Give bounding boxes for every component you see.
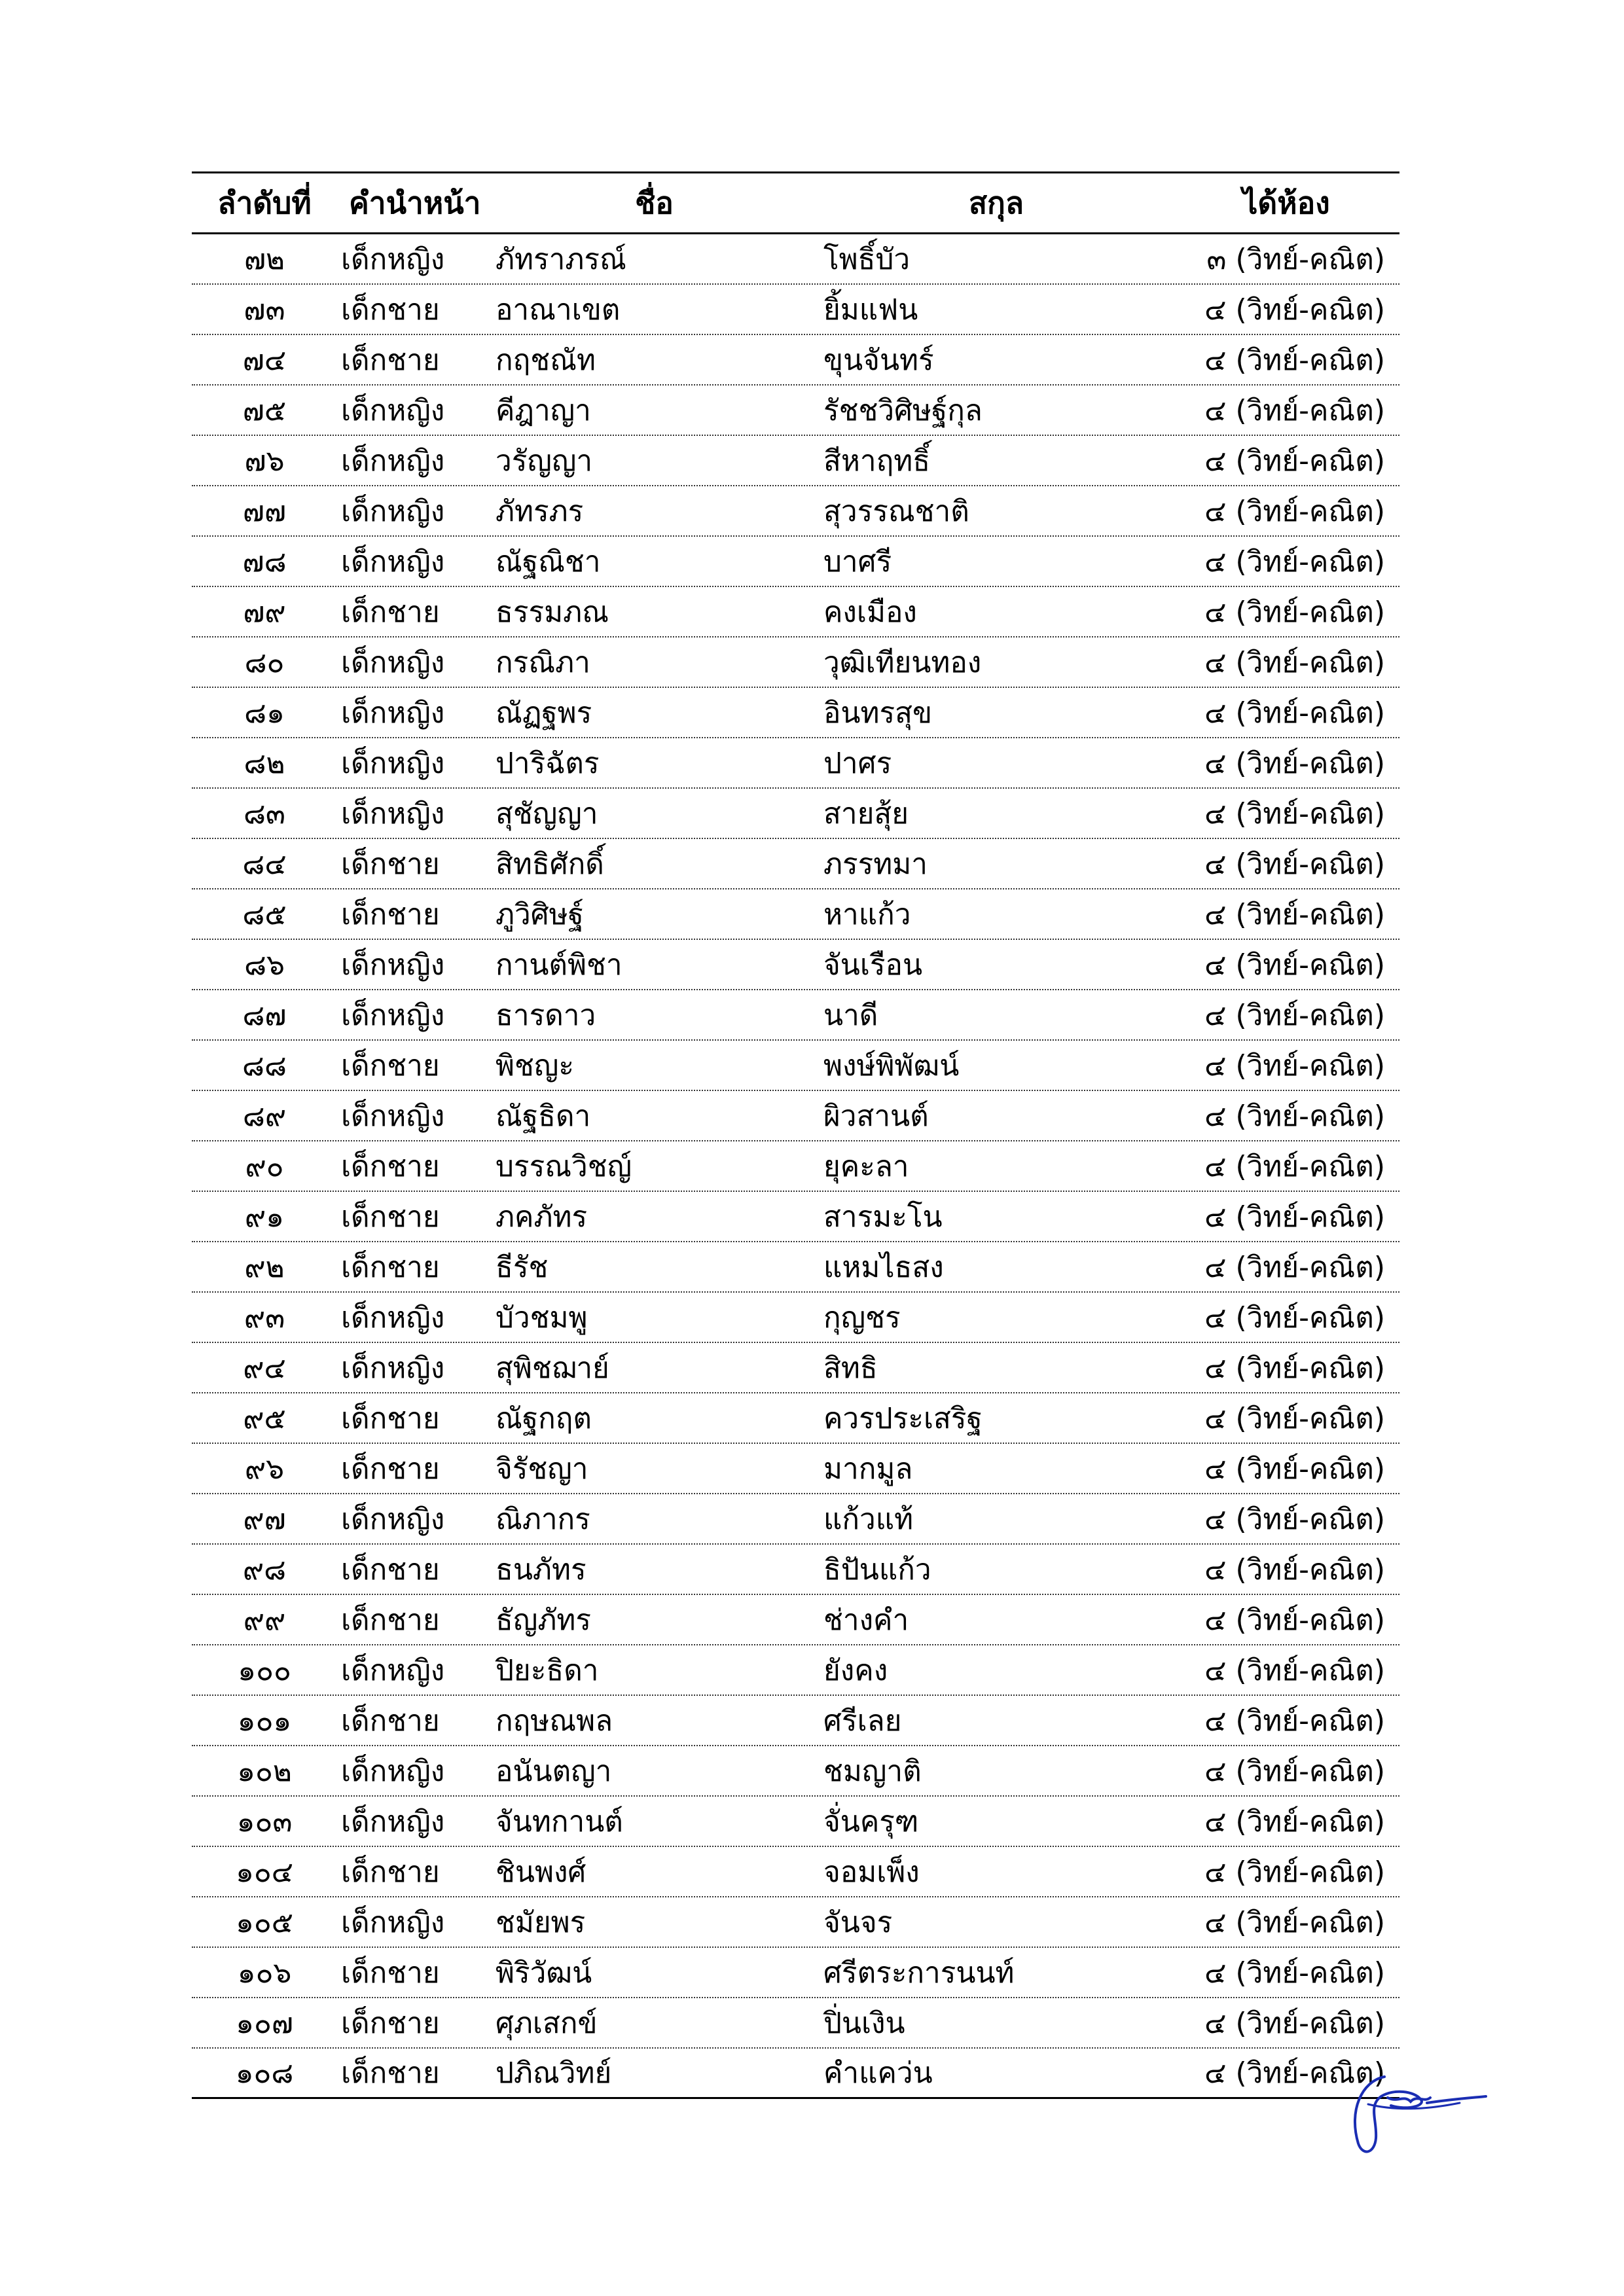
student-room-table xyxy=(192,171,1399,2099)
cell-prefix: เด็กหญิง xyxy=(341,1653,445,1687)
cell-first-name: คีฎาญา xyxy=(496,393,591,427)
cell-first-name: สุชัญญา xyxy=(496,797,598,831)
table-row xyxy=(192,889,1399,940)
cell-prefix: เด็กหญิง xyxy=(341,746,445,780)
cell-last-name: ยังคง xyxy=(823,1653,888,1687)
header-first-name: ชื่อ xyxy=(635,185,674,221)
cell-first-name: ศุภเสกข์ xyxy=(496,2006,598,2040)
cell-prefix: เด็กชาย xyxy=(341,1704,440,1738)
cell-first-name: พิชญะ xyxy=(496,1049,574,1083)
cell-first-name: ชมัยพร xyxy=(496,1905,586,1939)
cell-room: ๔ (วิทย์-คณิต) xyxy=(1204,696,1385,730)
cell-room: ๔ (วิทย์-คณิต) xyxy=(1204,293,1385,327)
cell-first-name: อนันตญา xyxy=(496,1754,612,1788)
cell-last-name: สารมะโน xyxy=(823,1200,943,1234)
cell-room: ๔ (วิทย์-คณิต) xyxy=(1204,2056,1385,2090)
cell-order: ๗๒ xyxy=(244,242,285,276)
table-row xyxy=(192,1746,1399,1797)
table-row xyxy=(192,789,1399,839)
cell-first-name: ณัฐธิดา xyxy=(496,1099,591,1133)
cell-room: ๔ (วิทย์-คณิต) xyxy=(1204,797,1385,831)
cell-first-name: บัวชมพู xyxy=(496,1300,588,1335)
cell-room: ๔ (วิทย์-คณิต) xyxy=(1204,998,1385,1032)
cell-prefix: เด็กชาย xyxy=(341,897,440,931)
cell-first-name: ภัทรภร xyxy=(496,494,584,528)
cell-prefix: เด็กหญิง xyxy=(341,1905,445,1939)
cell-room: ๔ (วิทย์-คณิต) xyxy=(1204,545,1385,579)
cell-order: ๙๑ xyxy=(244,1200,285,1234)
cell-room: ๔ (วิทย์-คณิต) xyxy=(1204,1300,1385,1335)
cell-prefix: เด็กชาย xyxy=(341,1603,440,1637)
cell-first-name: กรณิภา xyxy=(496,645,590,679)
table-row xyxy=(192,1645,1399,1696)
cell-first-name: ชินพงศ์ xyxy=(496,1855,586,1889)
cell-prefix: เด็กชาย xyxy=(341,2056,440,2090)
cell-order: ๑๐๒ xyxy=(237,1754,292,1788)
cell-order: ๙๐ xyxy=(245,1149,284,1183)
cell-prefix: เด็กหญิง xyxy=(341,1804,445,1839)
cell-order: ๑๐๖ xyxy=(237,1956,292,1990)
cell-last-name: รัชชวิศิษฐ์กุล xyxy=(823,393,983,427)
table-row xyxy=(192,1847,1399,1897)
cell-room: ๔ (วิทย์-คณิต) xyxy=(1204,1804,1385,1839)
cell-order: ๘๓ xyxy=(243,797,286,831)
cell-last-name: มากมูล xyxy=(823,1452,913,1486)
table-row xyxy=(192,1998,1399,2049)
table-row xyxy=(192,688,1399,738)
cell-last-name: สิทธิ xyxy=(823,1351,878,1385)
cell-room: ๔ (วิทย์-คณิต) xyxy=(1204,1099,1385,1133)
table-row xyxy=(192,1343,1399,1393)
cell-order: ๑๐๕ xyxy=(235,1905,294,1939)
cell-prefix: เด็กชาย xyxy=(341,343,440,377)
table-row xyxy=(192,537,1399,587)
cell-last-name: แก้วแท้ xyxy=(823,1502,914,1536)
cell-order: ๙๒ xyxy=(244,1250,285,1284)
cell-last-name: จั่นครุฑ xyxy=(823,1804,919,1839)
cell-room: ๔ (วิทย์-คณิต) xyxy=(1204,1250,1385,1284)
table-row xyxy=(192,234,1399,285)
cell-prefix: เด็กชาย xyxy=(341,1956,440,1990)
cell-room: ๔ (วิทย์-คณิต) xyxy=(1204,897,1385,931)
cell-order: ๗๕ xyxy=(242,393,287,427)
cell-first-name: ธรรมภณ xyxy=(496,595,609,629)
cell-prefix: เด็กชาย xyxy=(341,1401,440,1435)
cell-last-name: ยิ้มแฟน xyxy=(823,293,918,327)
cell-room: ๔ (วิทย์-คณิต) xyxy=(1204,1754,1385,1788)
cell-first-name: ธารดาว xyxy=(496,998,596,1032)
cell-last-name: ชมญาติ xyxy=(823,1754,922,1788)
cell-room: ๓ (วิทย์-คณิต) xyxy=(1206,242,1385,276)
cell-prefix: เด็กหญิง xyxy=(341,998,445,1032)
table-row xyxy=(192,839,1399,889)
cell-last-name: หาแก้ว xyxy=(823,897,911,931)
cell-order: ๙๕ xyxy=(243,1401,286,1435)
cell-last-name: ควรประเสริฐ xyxy=(823,1401,983,1435)
cell-room: ๔ (วิทย์-คณิต) xyxy=(1204,494,1385,528)
cell-first-name: ธีรัช xyxy=(496,1250,549,1284)
cell-order: ๘๘ xyxy=(242,1049,287,1083)
cell-first-name: ณัฐณิชา xyxy=(496,545,601,579)
cell-order: ๘๑ xyxy=(244,696,285,730)
cell-last-name: ยุคะลา xyxy=(823,1149,909,1183)
cell-prefix: เด็กหญิง xyxy=(341,393,445,427)
cell-last-name: บาศรี xyxy=(823,545,892,579)
cell-prefix: เด็กชาย xyxy=(341,1855,440,1889)
cell-last-name: ปิ่นเงิน xyxy=(823,2006,905,2040)
cell-room: ๔ (วิทย์-คณิต) xyxy=(1204,1653,1385,1687)
cell-prefix: เด็กชาย xyxy=(341,595,440,629)
cell-prefix: เด็กหญิง xyxy=(341,948,445,982)
cell-order: ๑๐๘ xyxy=(235,2056,294,2090)
cell-last-name: จอมเพ็ง xyxy=(823,1855,920,1889)
cell-order: ๑๐๗ xyxy=(236,2006,293,2040)
table-row xyxy=(192,486,1399,537)
table-row xyxy=(192,1141,1399,1192)
cell-last-name: กุญชร xyxy=(823,1300,901,1335)
cell-last-name: ปาศร xyxy=(823,746,892,780)
cell-first-name: ปิยะธิดา xyxy=(496,1653,599,1687)
table-row xyxy=(192,1696,1399,1746)
cell-prefix: เด็กชาย xyxy=(341,1452,440,1486)
cell-last-name: จันเรือน xyxy=(823,948,923,982)
cell-first-name: สิทธิศักดิ์ xyxy=(496,847,604,881)
cell-last-name: สุวรรณชาติ xyxy=(823,494,969,528)
cell-room: ๔ (วิทย์-คณิต) xyxy=(1204,1704,1385,1738)
cell-prefix: เด็กหญิง xyxy=(341,444,445,478)
table-row xyxy=(192,637,1399,688)
cell-room: ๔ (วิทย์-คณิต) xyxy=(1204,1502,1385,1536)
table-row xyxy=(192,1393,1399,1444)
cell-room: ๔ (วิทย์-คณิต) xyxy=(1204,2006,1385,2040)
cell-prefix: เด็กหญิง xyxy=(341,1754,445,1788)
cell-order: ๙๖ xyxy=(244,1452,285,1486)
cell-prefix: เด็กหญิง xyxy=(341,1502,445,1536)
cell-last-name: ผิวสานต์ xyxy=(823,1099,929,1133)
cell-order: ๗๗ xyxy=(242,494,287,528)
signature-stroke xyxy=(1355,2077,1486,2151)
cell-room: ๔ (วิทย์-คณิต) xyxy=(1204,1956,1385,1990)
cell-order: ๗๘ xyxy=(242,545,287,579)
table-row xyxy=(192,587,1399,637)
cell-room: ๔ (วิทย์-คณิต) xyxy=(1204,1603,1385,1637)
cell-prefix: เด็กหญิง xyxy=(341,545,445,579)
cell-first-name: ธัญภัทร xyxy=(496,1603,591,1637)
cell-order: ๙๓ xyxy=(244,1300,285,1335)
table-header-row xyxy=(192,173,1399,234)
cell-order: ๙๔ xyxy=(243,1351,286,1385)
cell-room: ๔ (วิทย์-คณิต) xyxy=(1204,1049,1385,1083)
cell-room: ๔ (วิทย์-คณิต) xyxy=(1204,595,1385,629)
cell-order: ๙๙ xyxy=(243,1603,286,1637)
cell-order: ๗๔ xyxy=(242,343,287,377)
cell-room: ๔ (วิทย์-คณิต) xyxy=(1204,1401,1385,1435)
cell-order: ๘๐ xyxy=(244,645,285,679)
cell-room: ๔ (วิทย์-คณิต) xyxy=(1204,948,1385,982)
cell-room: ๔ (วิทย์-คณิต) xyxy=(1204,1351,1385,1385)
table-row xyxy=(192,1293,1399,1343)
cell-prefix: เด็กชาย xyxy=(341,1149,440,1183)
cell-first-name: กฤษณพล xyxy=(496,1704,613,1738)
table-row xyxy=(192,1192,1399,1242)
cell-first-name: กฤชณัท xyxy=(496,343,596,377)
cell-first-name: ภัทราภรณ์ xyxy=(496,242,626,276)
cell-last-name: ศรีเลย xyxy=(823,1704,902,1738)
cell-room: ๔ (วิทย์-คณิต) xyxy=(1204,1905,1385,1939)
cell-prefix: เด็กหญิง xyxy=(341,1351,445,1385)
cell-last-name: วุฒิเทียนทอง xyxy=(823,645,982,679)
cell-last-name: ขุนจันทร์ xyxy=(823,343,934,377)
cell-prefix: เด็กหญิง xyxy=(341,797,445,831)
cell-last-name: คำแคว่น xyxy=(823,2056,933,2090)
cell-first-name: บรรณวิชญ์ xyxy=(496,1149,632,1183)
cell-first-name: ณัฏฐพร xyxy=(496,696,592,730)
cell-room: ๔ (วิทย์-คณิต) xyxy=(1204,1855,1385,1889)
cell-last-name: ช่างคำ xyxy=(823,1603,909,1637)
cell-prefix: เด็กหญิง xyxy=(341,1099,445,1133)
cell-prefix: เด็กหญิง xyxy=(341,1300,445,1335)
table-row xyxy=(192,1444,1399,1494)
header-last-name: สกุล xyxy=(968,185,1024,221)
table-row xyxy=(192,1041,1399,1091)
cell-room: ๔ (วิทย์-คณิต) xyxy=(1204,1552,1385,1587)
table-row xyxy=(192,436,1399,486)
table-row xyxy=(192,990,1399,1041)
cell-prefix: เด็กหญิง xyxy=(341,242,445,276)
cell-first-name: วรัญญา xyxy=(496,444,593,478)
cell-prefix: เด็กชาย xyxy=(341,1250,440,1284)
cell-room: ๔ (วิทย์-คณิต) xyxy=(1204,1452,1385,1486)
cell-last-name: ธิปันแก้ว xyxy=(823,1552,931,1587)
cell-order: ๗๙ xyxy=(243,595,286,629)
table-row xyxy=(192,386,1399,436)
cell-prefix: เด็กชาย xyxy=(341,1049,440,1083)
cell-order: ๘๔ xyxy=(242,847,287,881)
cell-order: ๗๖ xyxy=(244,444,285,478)
cell-first-name: จิรัชญา xyxy=(496,1452,588,1486)
cell-order: ๘๖ xyxy=(244,948,285,982)
table-row xyxy=(192,1897,1399,1948)
cell-order: ๑๐๔ xyxy=(235,1855,294,1889)
cell-first-name: ภูวิศิษฐ์ xyxy=(496,897,584,931)
cell-first-name: ณิภากร xyxy=(496,1502,590,1536)
cell-prefix: เด็กชาย xyxy=(341,1200,440,1234)
cell-prefix: เด็กหญิง xyxy=(341,696,445,730)
cell-room: ๔ (วิทย์-คณิต) xyxy=(1204,746,1385,780)
cell-order: ๘๒ xyxy=(244,746,285,780)
table-row xyxy=(192,1948,1399,1998)
table-row xyxy=(192,1595,1399,1645)
cell-room: ๔ (วิทย์-คณิต) xyxy=(1204,1149,1385,1183)
cell-first-name: ธนภัทร xyxy=(496,1552,586,1587)
header-prefix: คำนำหน้า xyxy=(349,185,481,221)
cell-last-name: ศรีตระการนนท์ xyxy=(823,1956,1015,1990)
cell-last-name: ภรรทมา xyxy=(823,847,928,881)
cell-room: ๔ (วิทย์-คณิต) xyxy=(1204,1200,1385,1234)
cell-room: ๔ (วิทย์-คณิต) xyxy=(1204,393,1385,427)
cell-first-name: กานต์พิชา xyxy=(496,948,623,982)
cell-first-name: ปภิณวิทย์ xyxy=(496,2056,612,2090)
table-row xyxy=(192,738,1399,789)
cell-prefix: เด็กชาย xyxy=(341,1552,440,1587)
cell-first-name: ปาริฉัตร xyxy=(496,746,600,780)
table-row xyxy=(192,1242,1399,1293)
cell-prefix: เด็กชาย xyxy=(341,2006,440,2040)
table-row xyxy=(192,285,1399,335)
cell-order: ๘๕ xyxy=(242,897,287,931)
cell-first-name: อาณาเขต xyxy=(496,293,621,327)
cell-last-name: อินทรสุข xyxy=(823,696,933,730)
cell-order: ๙๘ xyxy=(242,1552,287,1587)
cell-first-name: ภคภัทร xyxy=(496,1200,588,1234)
cell-first-name: สุพิชฌาย์ xyxy=(496,1351,609,1385)
table-row xyxy=(192,1494,1399,1545)
cell-order: ๑๐๐ xyxy=(238,1653,291,1687)
cell-prefix: เด็กหญิง xyxy=(341,494,445,528)
cell-room: ๔ (วิทย์-คณิต) xyxy=(1204,343,1385,377)
cell-first-name: ณัฐกฤต xyxy=(496,1401,592,1435)
cell-prefix: เด็กชาย xyxy=(341,847,440,881)
cell-room: ๔ (วิทย์-คณิต) xyxy=(1204,645,1385,679)
cell-first-name: พิริวัฒน์ xyxy=(496,1956,592,1990)
table-row xyxy=(192,1797,1399,1847)
cell-prefix: เด็กหญิง xyxy=(341,645,445,679)
cell-last-name: จันจร xyxy=(823,1905,893,1939)
cell-last-name: แหมไธสง xyxy=(823,1250,944,1284)
cell-order: ๑๐๑ xyxy=(237,1704,292,1738)
table-row xyxy=(192,2049,1399,2099)
cell-room: ๔ (วิทย์-คณิต) xyxy=(1204,847,1385,881)
cell-order: ๙๗ xyxy=(243,1502,286,1536)
cell-order: ๘๗ xyxy=(242,998,287,1032)
table-row xyxy=(192,940,1399,990)
table-body xyxy=(192,234,1399,2099)
cell-order: ๗๓ xyxy=(244,293,285,327)
cell-last-name: พงษ์พิพัฒน์ xyxy=(823,1049,960,1083)
table-row xyxy=(192,1545,1399,1595)
cell-last-name: นาดี xyxy=(823,998,878,1032)
cell-order: ๘๙ xyxy=(242,1099,287,1133)
cell-last-name: สีหาฤทธิ์ xyxy=(823,444,931,478)
cell-prefix: เด็กชาย xyxy=(341,293,440,327)
cell-first-name: จันทกานต์ xyxy=(496,1804,623,1839)
cell-last-name: โพธิ์บัว xyxy=(823,242,911,276)
cell-last-name: คงเมือง xyxy=(823,595,917,629)
cell-last-name: สายสุ้ย xyxy=(823,797,909,831)
table-row xyxy=(192,335,1399,386)
cell-room: ๔ (วิทย์-คณิต) xyxy=(1204,444,1385,478)
header-room: ได้ห้อง xyxy=(1242,185,1330,221)
header-order: ลำดับที่ xyxy=(217,185,312,221)
signature-image xyxy=(1322,2065,1492,2163)
cell-order: ๑๐๓ xyxy=(236,1804,293,1839)
table-row xyxy=(192,1091,1399,1141)
